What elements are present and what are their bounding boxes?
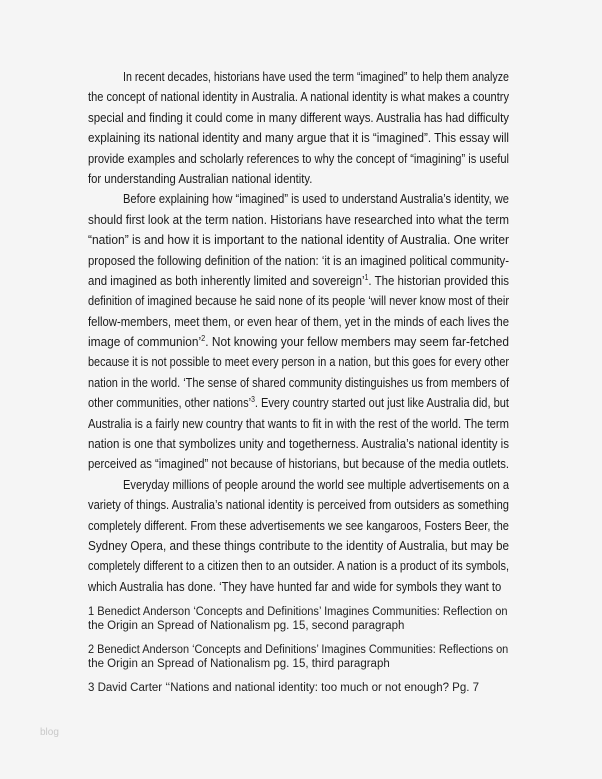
footnote [88, 605, 508, 633]
text-line [88, 373, 509, 393]
line-content [88, 434, 509, 454]
footnote-ref: 1 [364, 272, 369, 282]
line-text: completely different to a citizen then to an outsider. A nation is a product of its symbols, [88, 558, 509, 574]
line-text: “nation” is and how it is important to the national identity of Australia. One writer [88, 232, 509, 248]
paragraph [88, 189, 509, 474]
line-content [88, 291, 509, 311]
line-content [88, 393, 509, 413]
line-text: variety of things. Australia’s national identity is perceived from outsiders as something [88, 497, 509, 513]
text-line [88, 536, 509, 556]
line-text: completely different. From these advertisements we see kangaroos, Fosters Beer, the [88, 517, 509, 533]
line-text: and imagined as both inherently limited and sovereign’ [88, 272, 365, 288]
line-text: definition of imagined because he said none of its people ‘will never know most of their [88, 293, 509, 309]
text-line [88, 149, 509, 169]
text-line [88, 230, 509, 250]
line-content [88, 332, 509, 352]
line-content [88, 210, 509, 230]
footnote [88, 681, 508, 695]
line-text: because it is not possible to meet every person in a nation, but this goes for every other [88, 354, 509, 370]
line-content [88, 128, 509, 148]
footnote [88, 643, 508, 671]
footnote-line: the Origin an Spread of Nationalism pg. 15, second paragraph [88, 620, 405, 632]
text-line [88, 414, 509, 434]
line-content [88, 495, 509, 515]
line-text: Australia is a fairly new country that wants to fit in with the rest of the world. The term [88, 415, 509, 431]
line-text: . Not knowing your fellow members may seem far-fetched [205, 334, 509, 350]
line-text: In recent decades, historians have used the term “imagined” to help them analyze [123, 69, 509, 84]
text-line [88, 516, 509, 536]
line-content [88, 169, 312, 189]
line-content [88, 230, 509, 250]
line-text: special and finding it could come in many different ways. Australia has had difficulty [88, 109, 509, 125]
text-line [88, 169, 509, 189]
line-content [123, 475, 509, 495]
text-line [88, 577, 509, 597]
text-line [88, 291, 509, 311]
line-content [88, 536, 509, 556]
line-content [88, 251, 509, 271]
text-line [88, 475, 509, 495]
line-text: Before explaining how “imagined” is used to understand Australia’s identity, we [123, 191, 509, 207]
footnotes [88, 605, 508, 705]
line-content [88, 108, 509, 128]
line-content [123, 189, 509, 209]
line-text: image of communion’ [88, 334, 202, 350]
line-text: nation in the world. ‘The sense of shared community distinguishes us from members of [88, 374, 509, 390]
footnote-line: 2 Benedict Anderson ‘Concepts and Definitions’ Imagines Communities: Reflections on [88, 644, 509, 656]
line-text: for understanding Australian national identity. [88, 170, 313, 186]
line-text: the concept of national identity in Australia. A national identity is what makes a country [88, 89, 509, 105]
footnote-line: 3 David Carter ‘‘Nations and national identity: too much or not enough? Pg. 7 [88, 682, 480, 694]
line-content [88, 271, 509, 291]
text-line [88, 67, 509, 87]
text-line [88, 454, 509, 474]
text-line [88, 495, 509, 515]
line-text: provide examples and scholarly references to why the concept of “imagining” is useful [88, 150, 509, 166]
text-line [88, 393, 509, 413]
text-line [88, 312, 509, 332]
footnote-ref: 3 [251, 395, 255, 405]
text-line [88, 434, 509, 454]
line-text: other communities, other nations’ [88, 395, 252, 411]
text-line [88, 87, 509, 107]
line-text: should first look at the term nation. Historians have researched into what the term [88, 211, 509, 227]
line-content [88, 373, 509, 393]
paragraph [88, 475, 509, 597]
essay-body [88, 67, 509, 597]
text-line [88, 332, 509, 352]
line-text: nation is one that symbolizes unity and togetherness. Australia’s national identity is [88, 436, 509, 452]
text-line [88, 189, 509, 209]
line-text: Everyday millions of people around the world see multiple advertisements on a [123, 476, 509, 492]
line-text: . The historian provided this [368, 272, 509, 288]
line-content [88, 312, 509, 332]
paragraph [88, 67, 509, 189]
line-content [88, 352, 509, 372]
footnote-line: 1 Benedict Anderson ‘Concepts and Definitions’ Imagines Communities: Reflection on [88, 606, 508, 618]
line-text: . Every country started out just like Australia did, but [254, 395, 509, 411]
line-content [88, 577, 501, 597]
text-line [88, 271, 509, 291]
text-line [88, 251, 509, 271]
line-content [88, 149, 509, 169]
text-line [88, 128, 509, 148]
text-line [88, 210, 509, 230]
line-text: which Australia has done. ‘They have hunted far and wide for symbols they want to [88, 578, 502, 594]
text-line [88, 352, 509, 372]
text-line [88, 556, 509, 576]
line-text: fellow-members, meet them, or even hear of them, yet in the minds of each lives the [88, 313, 509, 329]
line-content [88, 414, 509, 434]
watermark: blog [40, 727, 59, 738]
line-text: Sydney Opera, and these things contribute to the identity of Australia, but may be [88, 537, 509, 553]
footnote-ref: 2 [201, 334, 206, 344]
line-content [123, 67, 509, 87]
line-content [88, 516, 509, 536]
line-text: explaining its national identity and many argue that it is “imagined”. This essay will [88, 130, 509, 146]
line-text: perceived as “imagined” not because of historians, but because of the media outlets. [88, 456, 509, 472]
line-content [88, 454, 509, 474]
footnote-line: the Origin an Spread of Nationalism pg. 15, third paragraph [88, 658, 390, 670]
line-content [88, 556, 509, 576]
line-text: proposed the following definition of the nation: ‘it is an imagined political community- [88, 252, 509, 268]
text-line [88, 108, 509, 128]
line-content [88, 87, 509, 107]
